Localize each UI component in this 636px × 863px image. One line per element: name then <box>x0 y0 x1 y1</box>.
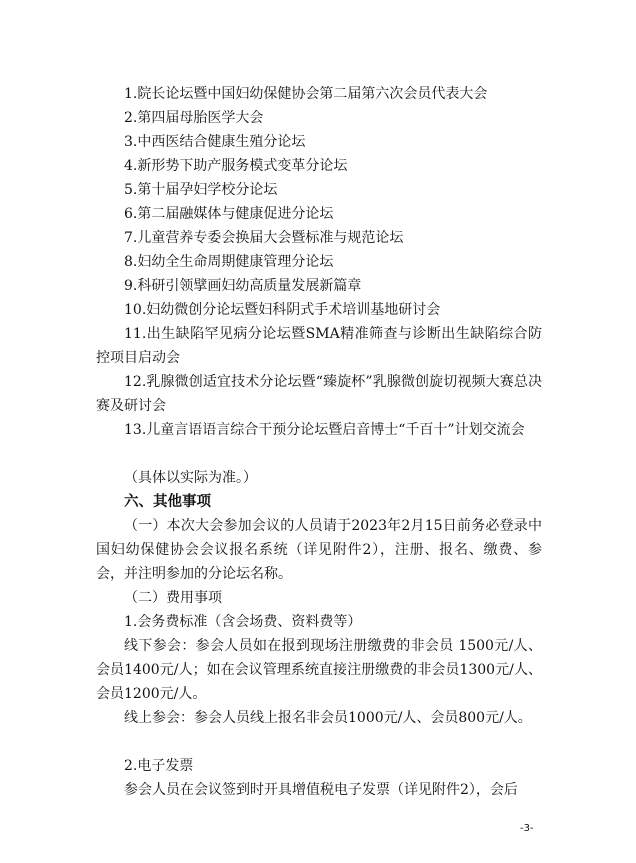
registration-paragraph: （一）本次大会参加会议的人员请于2023年2月15日前务必登录中国妇幼保健协会会议报名系统（详见附件2），注册、报名、缴费、参会，并注明参加的分论坛名称。 <box>96 518 542 582</box>
section-heading: 六、其他事项 <box>124 494 211 510</box>
forum-item-6: 6.第二届融媒体与健康促进分论坛 <box>124 206 334 222</box>
forum-item-4: 4.新形势下助产服务模式变革分论坛 <box>124 158 348 174</box>
fee-standard-heading: 1.会务费标准（含会场费、资料费等） <box>124 614 362 630</box>
forum-item-8: 8.妇幼全生命周期健康管理分论坛 <box>124 254 334 270</box>
invoice-heading: 2.电子发票 <box>124 758 194 774</box>
forum-item-7: 7.儿童营养专委会换届大会暨标准与规范论坛 <box>124 230 404 246</box>
offline-fee-paragraph: 线下参会：参会人员如在报到现场注册缴费的非会员 1500元/人、会员1400元/人；如在会议管理系统直接注册缴费的非会员1300元/人、会员1200元/人。 <box>96 638 542 702</box>
forum-item-1: 1.院长论坛暨中国妇幼保健协会第二届第六次会员代表大会 <box>124 86 488 102</box>
forum-item-9: 9.科研引领擘画妇幼高质量发展新篇章 <box>124 278 362 294</box>
schedule-note: （具体以实际为准。） <box>124 470 257 486</box>
forum-item-2: 2.第四届母胎医学大会 <box>124 110 264 126</box>
forum-item-10: 10.妇幼微创分论坛暨妇科阴式手术培训基地研讨会 <box>124 302 441 318</box>
forum-item-13: 13.儿童言语语言综合干预分论坛暨启音博士“千百十”计划交流会 <box>124 422 525 438</box>
online-fee-paragraph: 线上参会：参会人员线上报名非会员1000元/人、会员800元/人。 <box>124 710 532 726</box>
forum-item-3: 3.中西医结合健康生殖分论坛 <box>124 134 306 150</box>
forum-item-11: 11.出生缺陷罕见病分论坛暨SMA精准筛查与诊断出生缺陷综合防控项目启动会 <box>96 326 542 366</box>
forum-item-12: 12.乳腺微创适宜技术分论坛暨“臻旋杯”乳腺微创旋切视频大赛总决赛及研讨会 <box>96 374 542 414</box>
forum-item-5: 5.第十届孕妇学校分论坛 <box>124 182 278 198</box>
invoice-paragraph: 参会人员在会议签到时开具增值税电子发票（详见附件2），会后 <box>124 782 518 798</box>
fees-subheading: （二）费用事项 <box>124 590 222 606</box>
page-number: -3- <box>520 823 534 834</box>
